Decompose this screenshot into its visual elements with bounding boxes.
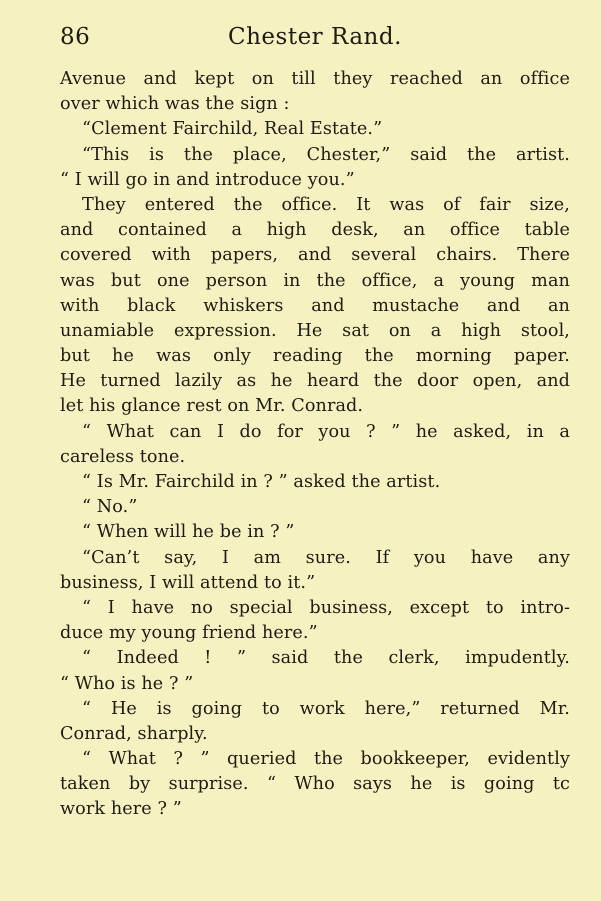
text-line: let his glance rest on Mr. Conrad. <box>60 396 364 417</box>
text-line: “ What can I do for you ? ” he asked, in a <box>82 421 570 442</box>
text-line: He turned lazily as he heard the door open, and <box>60 371 570 392</box>
text-line: “ What ? ” queried the bookkeeper, evidently <box>82 749 570 770</box>
text-line: over which was the sign : <box>60 94 290 115</box>
text-line: and contained a high desk, an office table <box>60 220 570 241</box>
body-text <box>60 67 570 823</box>
text-line: taken by surprise. “ Who says he is going tc <box>60 774 570 795</box>
text-line: covered with papers, and several chairs. There <box>60 245 570 266</box>
text-line: was but one person in the office, a young man <box>60 270 570 291</box>
text-line: work here ? ” <box>60 799 182 820</box>
book-title: Chester Rand. <box>228 24 402 50</box>
text-line: “ Indeed ! ” said the clerk, impudently. <box>82 648 570 669</box>
text-line: unamiable expression. He sat on a high stool, <box>60 320 570 341</box>
text-line: with black whiskers and mustache and an <box>60 295 570 316</box>
text-line: but he was only reading the morning paper. <box>60 346 570 367</box>
text-line: “ No.” <box>82 497 138 518</box>
text-line: careless tone. <box>60 446 186 467</box>
text-line: Avenue and kept on till they reached an office <box>60 69 570 89</box>
text-line: “Clement Fairchild, Real Estate.” <box>82 119 383 140</box>
page-number: 86 <box>60 24 91 50</box>
text-line: “Can’t say, I am sure. If you have any <box>82 547 570 568</box>
text-line: They entered the office. It was of fair size, <box>82 194 570 215</box>
text-line: “ When will he be in ? ” <box>82 522 295 543</box>
text-line: “ Is Mr. Fairchild in ? ” asked the artist. <box>82 472 441 492</box>
text-line: “ He is going to work here,” returned Mr. <box>82 698 570 719</box>
running-head <box>60 20 570 54</box>
text-line: business, I will attend to it.” <box>60 572 316 593</box>
text-line: duce my young friend here.” <box>60 623 318 644</box>
text-line: “ I have no special business, except to intro- <box>82 597 570 618</box>
text-line: “ I will go in and introduce you.” <box>60 169 355 190</box>
text-line: Conrad, sharply. <box>60 723 208 744</box>
text-line: “ Who is he ? ” <box>60 673 194 694</box>
text-line: “This is the place, Chester,” said the artist. <box>82 144 570 165</box>
